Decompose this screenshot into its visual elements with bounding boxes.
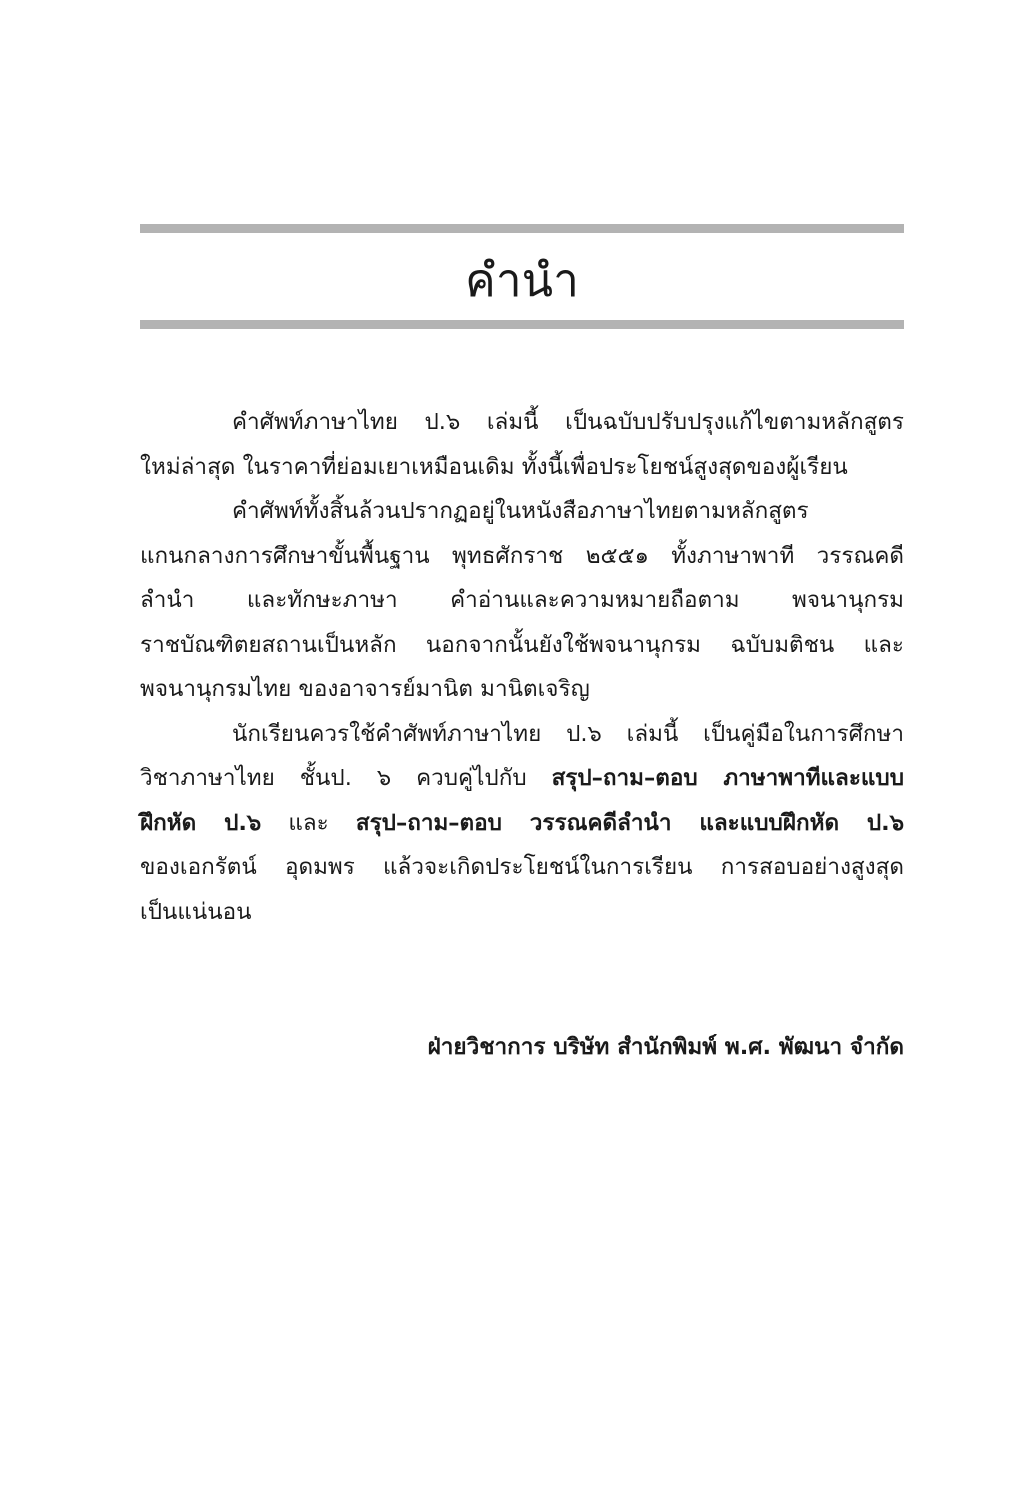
paragraph-2-line-5: พจนานุกรมไทย ของอาจารย์มานิต มานิตเจริญ bbox=[140, 676, 590, 702]
paragraph-3-line-1: นักเรียนควรใช้คำศัพท์ภาษาไทย ป.๖ เล่มนี้ เป็นคู่มือในการศึกษา bbox=[232, 720, 904, 747]
paragraph-3-line-2-text: วิชาภาษาไทย ชั้นป. ๖ ควบคู่ไปกับ bbox=[140, 765, 552, 791]
paragraph-2-line-4: ราชบัณฑิตยสถานเป็นหลัก นอกจากนั้นยังใช้พจนานุกรม ฉบับมติชน และ bbox=[140, 631, 904, 658]
title-rule-top bbox=[140, 224, 904, 233]
page-title: คำนำ bbox=[465, 253, 579, 307]
paragraph-3-line-3-text: และ bbox=[261, 809, 356, 836]
title-rule-bottom bbox=[140, 320, 904, 329]
paragraph-3-line-2 bbox=[140, 756, 904, 801]
paragraph-1-line-1: คำศัพท์ภาษาไทย ป.๖ เล่มนี้ เป็นฉบับปรับปรุงแก้ไขตามหลักสูตร bbox=[232, 409, 904, 435]
paragraph-1-line-2: ใหม่ล่าสุด ในราคาที่ย่อมเยาเหมือนเดิม ทั้งนี้เพื่อประโยชน์สูงสุดของผู้เรียน bbox=[140, 453, 848, 480]
paragraph-2-line-3: ลำนำ และทักษะภาษา คำอ่านและความหมายถือตาม พจนานุกรม bbox=[140, 587, 904, 613]
paragraph-2-line-2: แกนกลางการศึกษาขั้นพื้นฐาน พุทธศักราช ๒๕๕๑ ทั้งภาษาพาที วรรณคดี bbox=[140, 542, 904, 569]
book-title-1-end: ฝึกหัด ป.๖ bbox=[140, 809, 262, 836]
book-title-1: สรุป–ถาม–ตอบ ภาษาพาทีและแบบ bbox=[551, 765, 904, 791]
paragraph-3-line-4: ของเอกรัตน์ อุดมพร แล้วจะเกิดประโยชน์ในการเรียน การสอบอย่างสูงสุด bbox=[140, 854, 904, 880]
paragraph-3-line-5: เป็นแน่นอน bbox=[140, 898, 252, 925]
signature: ฝ่ายวิชาการ บริษัท สำนักพิมพ์ พ.ศ. พัฒนา จำกัด bbox=[427, 1034, 904, 1060]
book-title-2: สรุป–ถาม–ตอบ วรรณคดีลำนำ และแบบฝึกหัด ป.๖ bbox=[355, 809, 904, 836]
paragraph-2-line-1: คำศัพท์ทั้งสิ้นล้วนปรากฏอยู่ในหนังสือภาษาไทยตามหลักสูตร bbox=[232, 498, 809, 524]
paragraph-3-line-3 bbox=[140, 801, 904, 846]
preface-body bbox=[140, 400, 904, 934]
